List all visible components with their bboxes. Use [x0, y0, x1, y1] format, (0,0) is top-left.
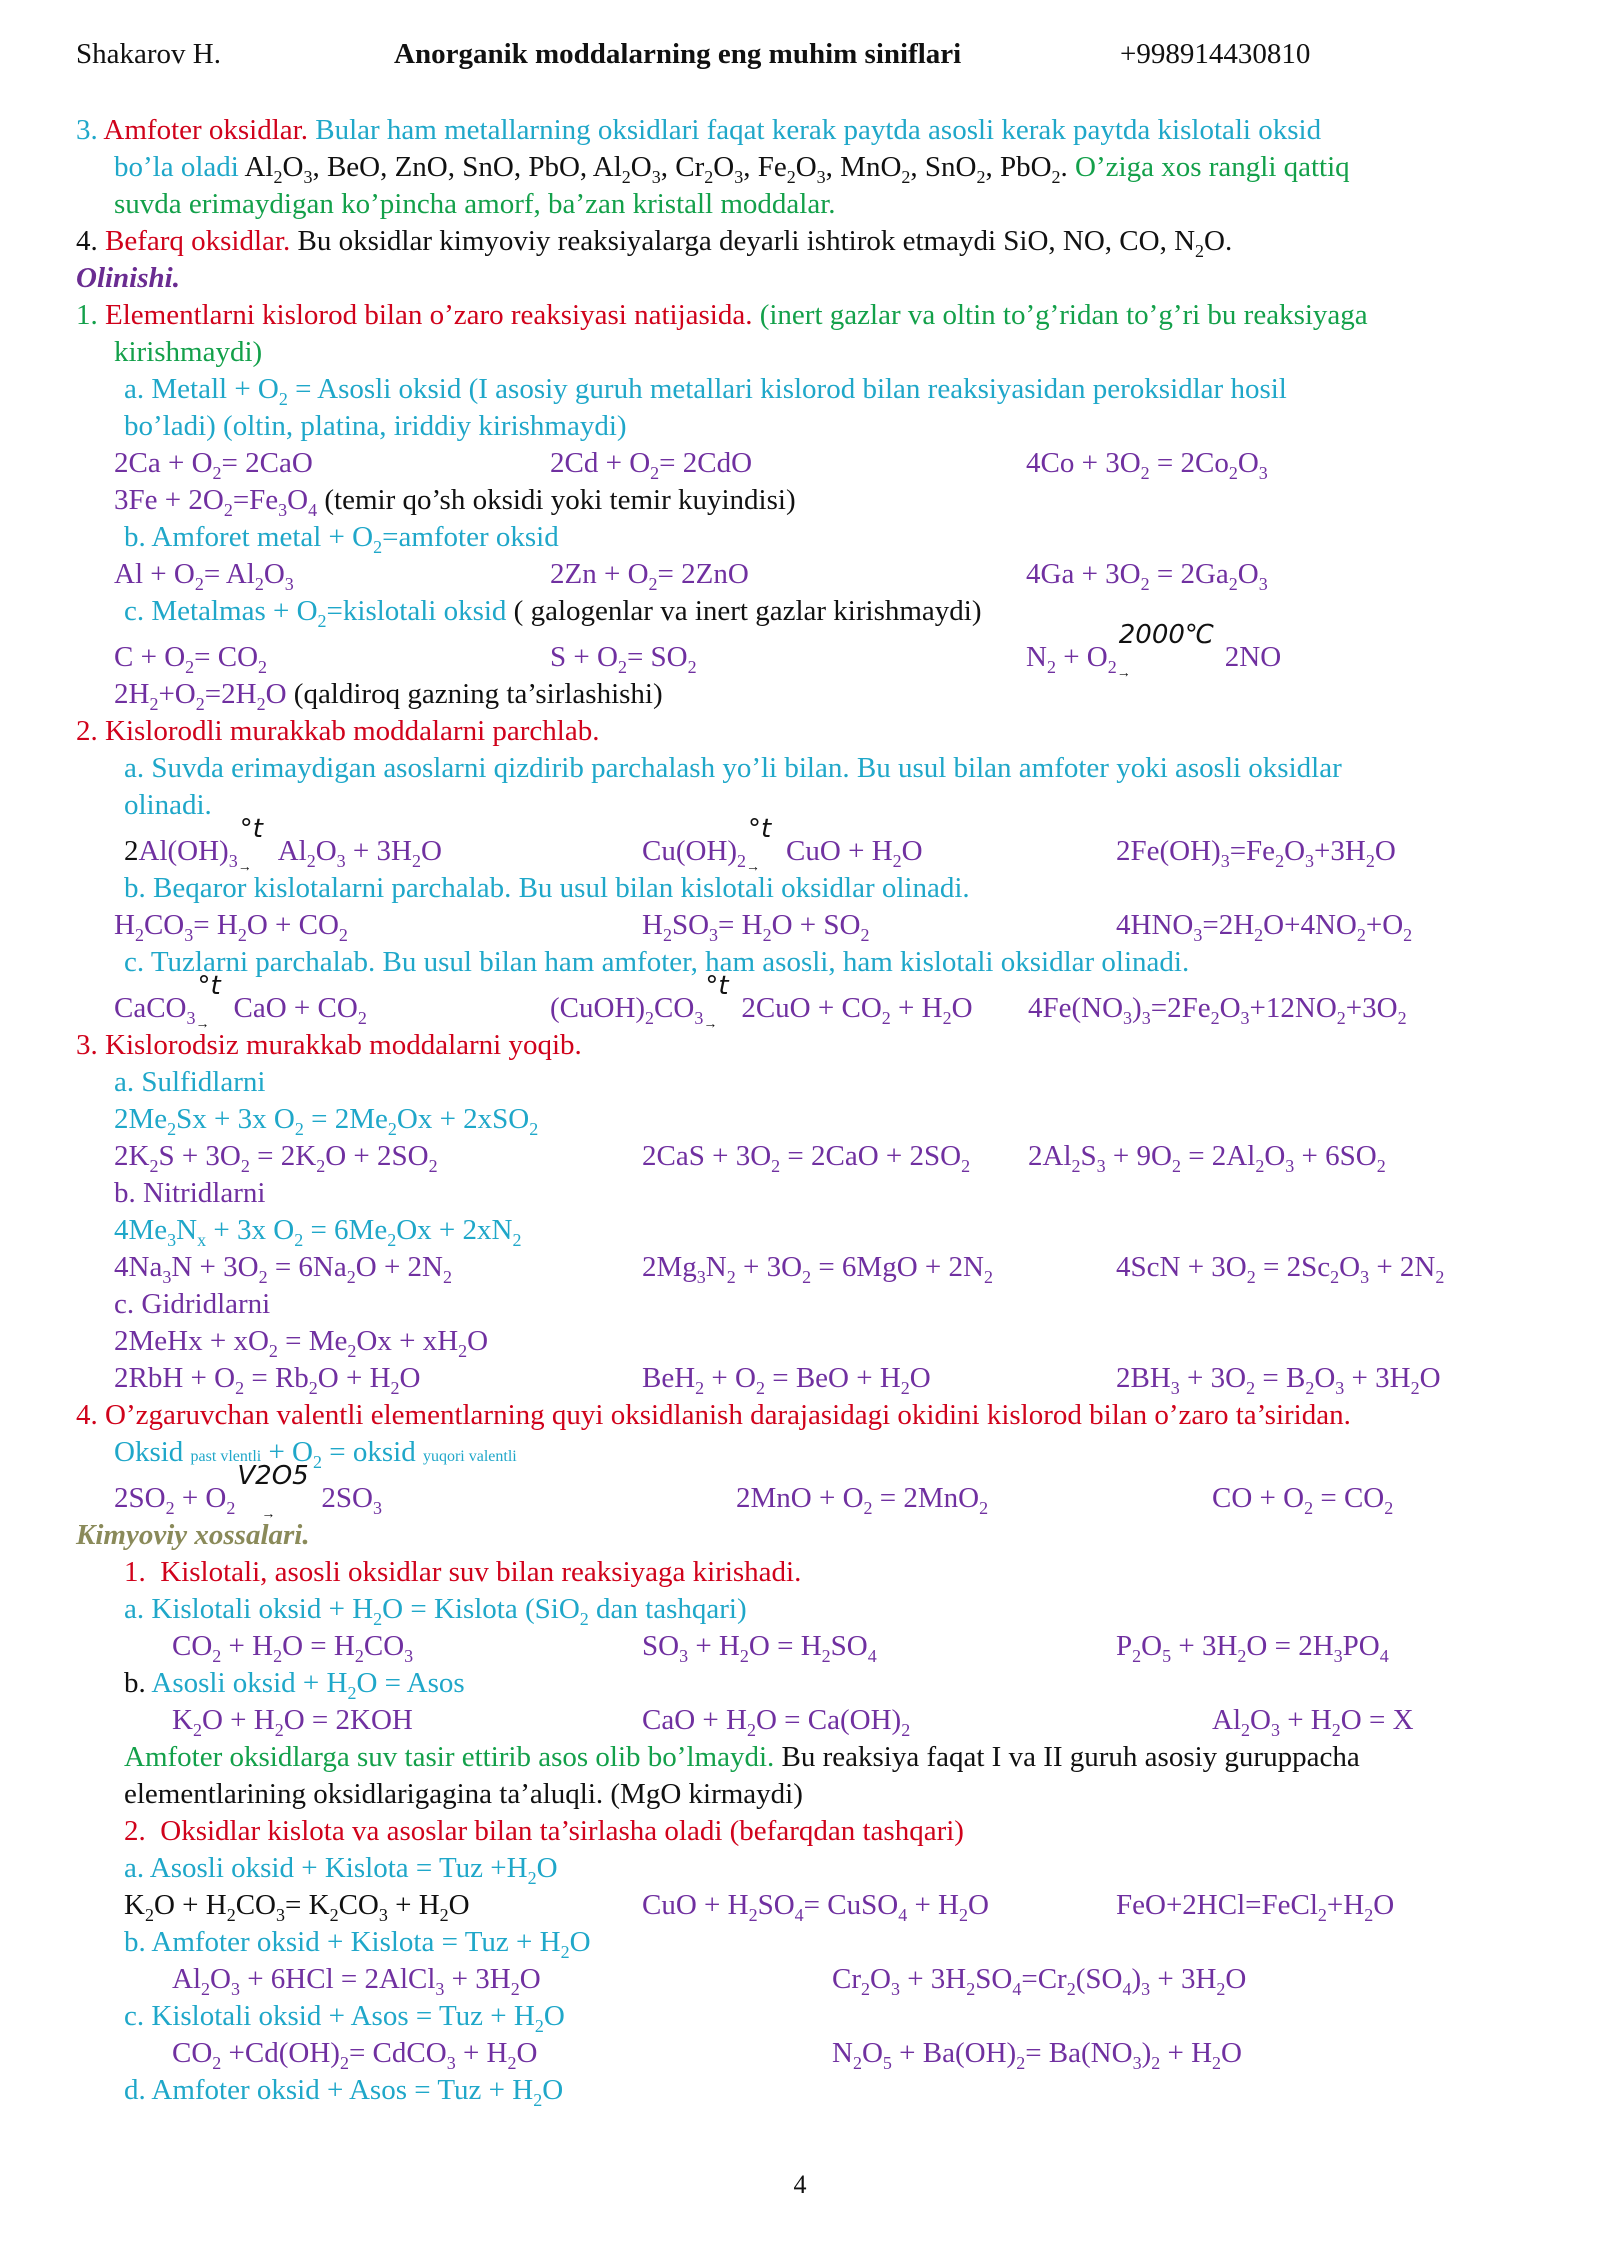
amphoteric-heading: 3. Amfoter oksidlar. Bular ham metallarning oksidlari faqat kerak paytda asosli kerak paytda kislotali oksid [76, 114, 1322, 146]
equation-row: 2MeHx + $xO_2 = Me_2Ox + xH_2O$ [114, 1325, 489, 1361]
method-1-heading: 1. Elementlarni kislorod bilan o’zaro reaksiyasi natijasida. (inert gazlar va oltin to’g’ridan to’g’ri bu reaksiyaga [76, 299, 1368, 331]
equation-row: $2SO_2 + O_2$ V2O5 → $2SO_3$ $2MnO + O_2 = 2MnO_2$ CO + $O_2 = CO_2$ [76, 1471, 1536, 1517]
condition-temperature: 2000℃ [1118, 620, 1215, 650]
equation-row: $2Ca + O_2= 2CaO$ $2Cd + O_2= 2CdO$ $4Co + 3O_2 = 2Co_2O_3$ [114, 447, 1268, 483]
property-1b-rule: b. Asosli oksid + $H_2O$ = Asos [124, 1667, 465, 1703]
method-2c-rule: c. Tuzlarni parchalab. Bu usul bilan ham amfoter, ham asosli, ham kislotali oksidlar olinadi. [124, 946, 1190, 978]
condition-catalyst: V2O5 [237, 1461, 309, 1491]
method-2-heading: 2. Kislorodli murakkab moddalarni parchlab. [76, 715, 600, 747]
property-2b-rule: b. Amfoter oksid + Kislota = Tuz + $H_2O$ [124, 1926, 591, 1962]
equation-row: $CO_2 +Cd(OH)_2=$ CdCO$_3$ + $H_2O$ $N_2O_5 + Ba(OH)_2= Ba(NO_3)_2 + H_2O$ [172, 2037, 1242, 2073]
method-1c-rule: c. Metalmas + $O_2=kislotali$ oksid ( galogenlar va inert gazlar kirishmaydi) [124, 595, 982, 631]
equation-row: $2Me_2Sx + 3x$ $O_2 = 2Me_2Ox + 2xSO_2$ [114, 1103, 539, 1139]
author-name: Shakarov H. [76, 38, 221, 70]
document-title: Anorganik moddalarning eng muhim siniflari [394, 38, 962, 70]
equation-row: CaCO$_3$ °t → CaO + $CO_2$ $(CuOH)_2CO_3$ °t → $2CuO + CO_2 + H_2O$ $4Fe(NO_3)_3=2Fe_2O_3+12NO_2+3O_2$ [114, 971, 1407, 1032]
property-1a-rule: a. Kislotali oksid + $H_2O$ = Kislota (SiO$_2$ dan tashqari) [124, 1593, 747, 1629]
equation-row: $2Al(OH)_3$ °t → $Al_2O_3 + 3H_2O$ $Cu(OH)_2$ °t → CuO + $H_2O$ $2Fe(OH)_3=Fe_2O_3+3H_2O$ [124, 814, 1396, 875]
equation-row: $H_2CO_3= H_2O + CO_2$ $H_2SO_3= H_2O + SO_2$ $4HNO_3=2H_2O+4NO_2+O_2$ [114, 909, 1413, 945]
method-3b: b. Nitridlarni [114, 1177, 266, 1209]
method-3c: c. Gidridlarni [114, 1288, 271, 1320]
equation-row: $4Me_3N_x + 3x$ $O_2 = 6Me_2Ox + 2xN_2$ [114, 1214, 522, 1250]
amphoteric-water-note-cont: elementlarining oksidlarigagina ta’aluqli. (MgO kirmaydi) [124, 1778, 803, 1810]
property-1-heading: 1. Kislotali, asosli oksidlar suv bilan reaksiyaga kirishadi. [124, 1556, 802, 1588]
equation-row: $3Fe + 2O_2=Fe_3O_4$ (temir qo’sh oksidi yoki temir kuyindisi) [114, 484, 796, 520]
method-1a-rule: a. Metall + $O_2$ = Asosli oksid (I asosiy guruh metallari kislorod bilan reaksiyasidan peroksidlar hosil [124, 373, 1287, 409]
equation-row: $Al_2O_3 + 6HCl$ = 2AlCl$_3$ + $3H_2O$ $Cr_2O_3 + 3H_2SO_4=Cr_2(SO_4)_3 + 3H_2O$ [172, 1963, 1247, 1999]
method-1b-rule: b. Amforet metal + $O_2=amfoter$ oksid [124, 521, 559, 557]
property-2-heading: 2. Oksidlar kislota va asoslar bilan ta’sirlasha oladi (befarqdan tashqari) [124, 1815, 964, 1847]
amphoteric-properties: suvda erimaydigan ko’pincha amorf, ba’zan kristall moddalar. [114, 188, 836, 220]
method-2a-rule: a. Suvda erimaydigan asoslarni qizdirib parchalash yo’li bilan. Bu usul bilan amfoter yoki asosli oksidlar [124, 752, 1342, 784]
equation-row: $K_2O + H_2O = 2KOH$ CaO + $H_2O = Ca(OH)_2$ $Al_2O_3 + H_2O = X$ [172, 1704, 1414, 1740]
equation-row: $4Na_3N + 3O_2 = 6Na_2O + 2N_2$ $2Mg_3N_2 + 3O_2 = 6MgO + 2N_2$ $4ScN + 3O_2 = 2Sc_2O_3 + 2N_2$ [114, 1251, 1445, 1287]
equation-row: $C + O_2= CO_2$ $S + O_2= SO_2$ $N_2 + O_2$ 2000℃ → 2NO [76, 630, 1536, 676]
equation-row: $2K_2S + 3O_2 = 2K_2O + 2SO_2$ $2CaS + 3O_2 = 2CaO + 2SO_2$ $2Al_2S_3 + 9O_2 = 2Al_2O_3 + 6SO_2$ [114, 1140, 1386, 1176]
equation-row: $Al + O_2= Al_2O_3$ $2Zn + O_2= 2ZnO$ $4Ga + 3O_2 = 2Ga_2O_3$ [114, 558, 1268, 594]
equation-row: $K_2O + H_2CO_3= K_2CO_3 + H_2O$ CuO + $H_2SO_4=$ CuSO$_4$ + $H_2O$ $FeO+2HCl=FeCl_2+H_2O$ [124, 1889, 1395, 1925]
equation-row: $CO_2 + H_2O = H_2CO_3$ $SO_3 + H_2O = H_2SO_4$ $P_2O_5 + 3H_2O = 2H_3PO_4$ [172, 1630, 1389, 1666]
method-3-heading: 3. Kislorodsiz murakkab moddalarni yoqib. [76, 1029, 582, 1061]
inert-oxides: 4. Befarq oksidlar. Bu oksidlar kimyoviy reaksiyalarga deyarli ishtirok etmaydi SiO, NO, CO, $N_2O$. [76, 225, 1233, 261]
method-1-note: kirishmaydi) [114, 336, 263, 368]
amphoteric-examples: bo’la oladi $Al_2O_3$, BeO, ZnO, SnO, PbO, $Al_2O_3$, $Cr_2O_3$, $Fe_2O_3$, MnO$_2$, SnO$_2$, PbO$_2$. O’ziga xos rangli qattiq [114, 151, 1350, 187]
method-4-heading: 4. O’zgaruvchan valentli elementlarning quyi oksidlanish darajasidagi okidini kislorod bilan o’zaro ta’siridan. [76, 1399, 1351, 1431]
section-olinishi: Olinishi. [76, 262, 180, 294]
phone-number: +998914430810 [1120, 38, 1311, 70]
page-number: 4 [793, 2170, 807, 2199]
document-body [76, 112, 1536, 2109]
amphoteric-water-note: Amfoter oksidlarga suv tasir ettirib asos olib bo’lmaydi. Bu reaksiya faqat I va II guruh asosiy guruppacha [124, 1741, 1360, 1773]
equation-row: $2H_2+O_2=2H_2O$ (qaldiroq gazning ta’sirlashishi) [114, 678, 663, 714]
method-2a-rule-cont: olinadi. [124, 789, 212, 821]
property-2c-rule: c. Kislotali oksid + Asos = Tuz + $H_2O$ [124, 2000, 565, 2036]
equation-row: $2RbH + O_2 = Rb_2O + H_2O$ $BeH_2 + O_2$ = BeO + $H_2O$ $2BH_3 + 3O_2 = B_2O_3 + 3H_2O$ [114, 1362, 1441, 1398]
method-1a-rule-cont: bo’ladi) (oltin, platina, iriddiy kirishmaydi) [124, 410, 627, 442]
section-properties: Kimyoviy xossalari. [76, 1519, 310, 1551]
method-3a: a. Sulfidlarni [114, 1066, 266, 1098]
property-2a-rule: a. Asosli oksid + Kislota = Tuz $+H_2O$ [124, 1852, 558, 1888]
page-header [76, 38, 1526, 78]
method-2b-rule: b. Beqaror kislotalarni parchalab. Bu usul bilan kislotali oksidlar olinadi. [124, 872, 970, 904]
property-2d-rule: d. Amfoter oksid + Asos = Tuz + $H_2O$ [124, 2074, 564, 2110]
method-4-rule: Oksid past vlentli + $O_2$ = oksid yuqori valentli [114, 1436, 517, 1472]
